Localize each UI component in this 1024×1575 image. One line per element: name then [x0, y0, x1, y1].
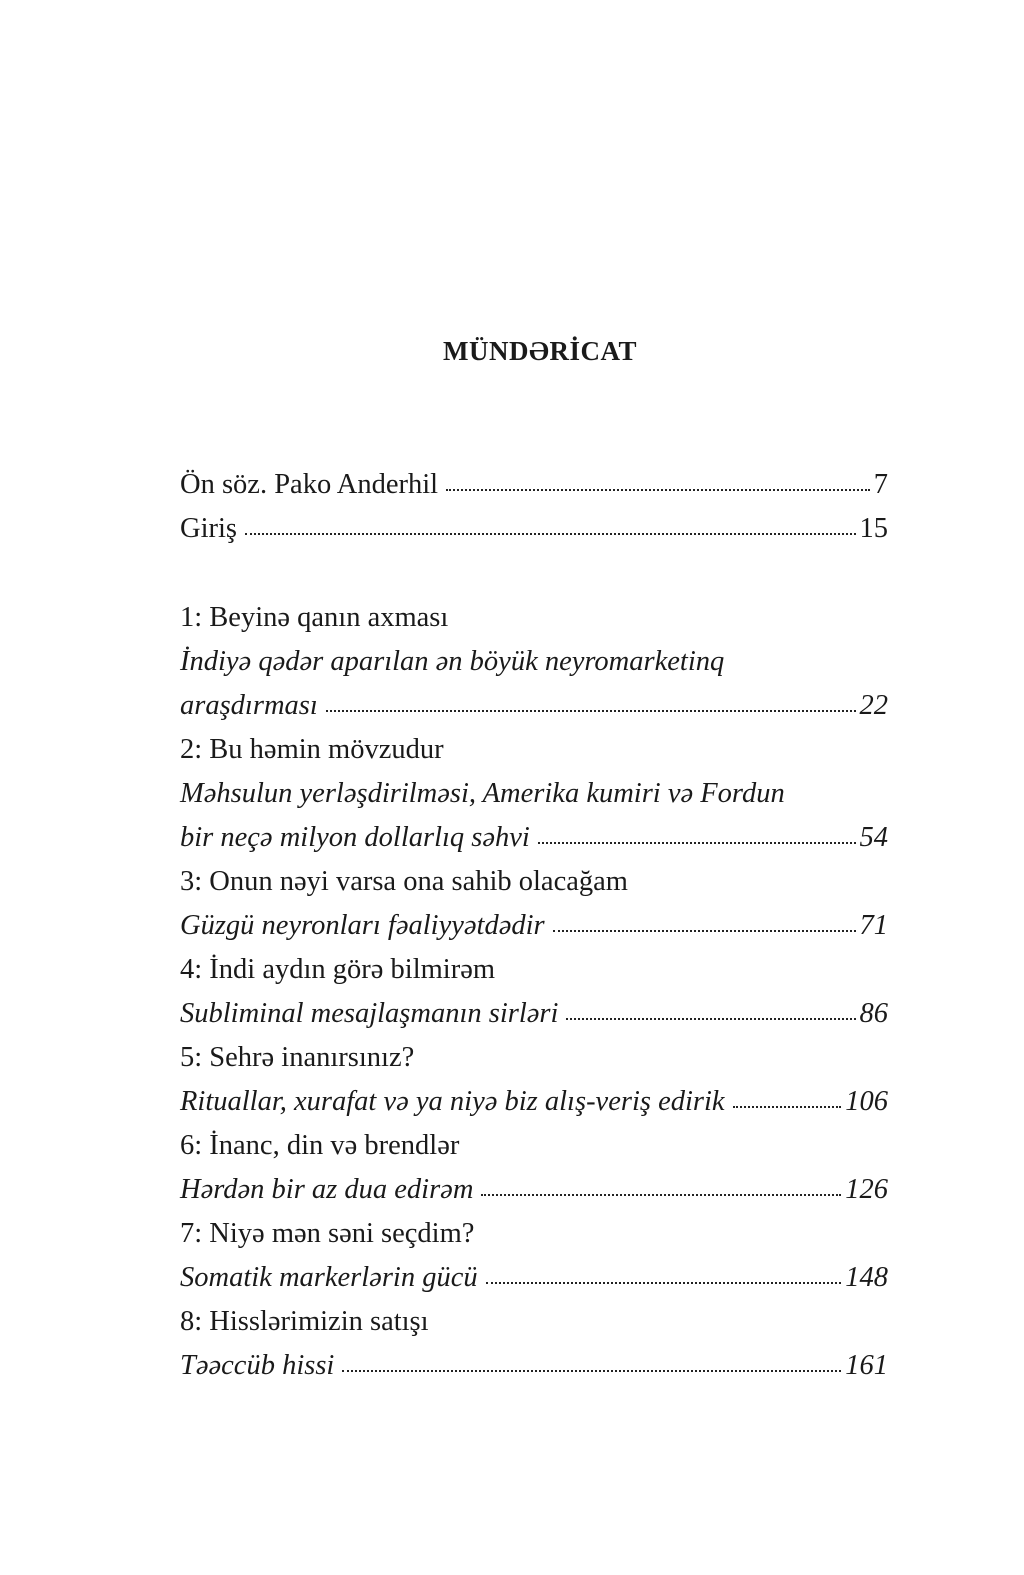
entry-subtitle: İndiyə qədər aparılan ən böyük neyromarketinq [180, 646, 725, 677]
entry-title: Giriş [180, 513, 237, 544]
chapter-4-title [180, 953, 888, 987]
chapter-5-subtitle [180, 1085, 888, 1119]
chapter-8-subtitle [180, 1349, 888, 1383]
chapter-2-subtitle-end [180, 821, 888, 855]
entry-title: 6: İnanc, din və brendlər [180, 1130, 460, 1161]
dot-leader [481, 1194, 841, 1196]
entry-page-number: 15 [859, 513, 888, 544]
chapter-2-subtitle [180, 777, 888, 811]
chapter-3-title [180, 865, 888, 899]
chapter-8-title [180, 1305, 888, 1339]
entry-title: Ön söz. Pako Anderhil [180, 469, 439, 500]
chapter-6-title [180, 1129, 888, 1163]
dot-leader [538, 842, 856, 844]
dot-leader [566, 1018, 855, 1020]
entry-page-number: 7 [873, 469, 888, 500]
chapter-7-subtitle [180, 1261, 888, 1295]
entry-title: 5: Sehrə inanırsınız? [180, 1042, 415, 1073]
entry-subtitle: Məhsulun yerləşdirilməsi, Amerika kumiri və Fordun [180, 778, 785, 809]
chapter-7-title [180, 1217, 888, 1251]
chapter-1-title [180, 601, 888, 635]
entry-page-number: 71 [859, 910, 888, 941]
entry-subtitle: Təəccüb hissi [180, 1350, 335, 1381]
chapter-1-subtitle-end [180, 689, 888, 723]
entry-subtitle: araşdırması [180, 690, 318, 721]
entry-page-number: 161 [845, 1350, 888, 1381]
chapter-6-subtitle [180, 1173, 888, 1207]
dot-leader [245, 533, 856, 535]
entry-title: 3: Onun nəyi varsa ona sahib olacağam [180, 866, 628, 897]
toc-entry-foreword [180, 468, 888, 502]
entry-title: 1: Beyinə qanın axması [180, 602, 449, 633]
entry-page-number: 106 [845, 1086, 888, 1117]
dot-leader [553, 930, 856, 932]
entry-title: 7: Niyə mən səni seçdim? [180, 1218, 475, 1249]
chapter-1-subtitle [180, 645, 888, 679]
entry-subtitle: Somatik markerlərin gücü [180, 1262, 478, 1293]
entry-title: 8: Hisslərimizin satışı [180, 1306, 429, 1337]
entry-title: 4: İndi aydın görə bilmirəm [180, 954, 496, 985]
entry-subtitle: Subliminal mesajlaşmanın sirləri [180, 998, 559, 1029]
chapter-4-subtitle [180, 997, 888, 1031]
entry-subtitle: Rituallar, xurafat və ya niyə biz alış-veriş edirik [180, 1086, 725, 1117]
entry-page-number: 22 [859, 690, 888, 721]
chapter-5-title [180, 1041, 888, 1075]
dot-leader [446, 489, 870, 491]
page-title: MÜNDƏRİCAT [443, 336, 637, 366]
entry-page-number: 86 [859, 998, 888, 1029]
entry-subtitle: bir neçə milyon dollarlıq səhvi [180, 822, 530, 853]
dot-leader [733, 1106, 842, 1108]
entry-page-number: 126 [845, 1174, 888, 1205]
entry-subtitle: Hərdən bir az dua edirəm [180, 1174, 474, 1205]
entry-page-number: 148 [845, 1262, 888, 1293]
chapter-3-subtitle [180, 909, 888, 943]
entry-subtitle: Güzgü neyronları fəaliyyətdədir [180, 910, 545, 941]
entry-page-number: 54 [859, 822, 888, 853]
toc-entry-introduction [180, 512, 888, 546]
dot-leader [326, 710, 856, 712]
entry-title: 2: Bu həmin mövzudur [180, 734, 444, 765]
dot-leader [342, 1370, 841, 1372]
chapter-2-title [180, 733, 888, 767]
dot-leader [486, 1282, 842, 1284]
